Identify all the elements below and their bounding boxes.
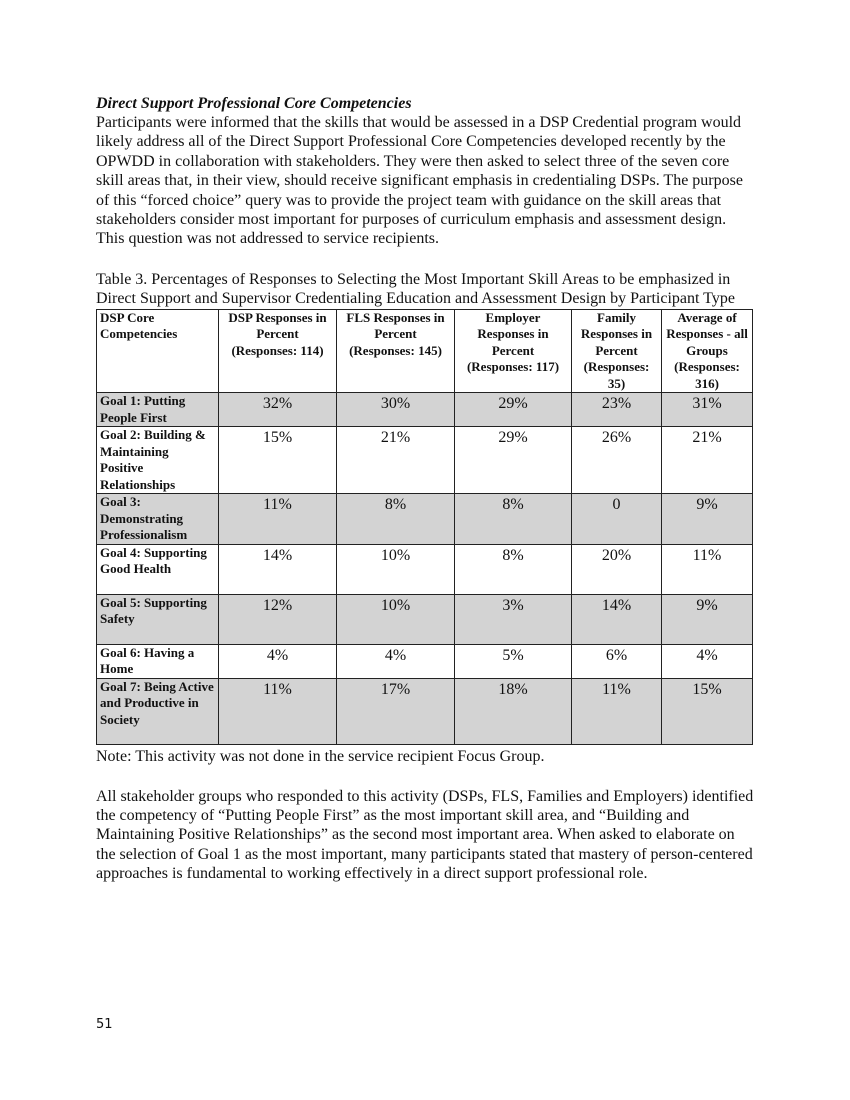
fls-value: 17% (337, 678, 455, 744)
table-row (97, 544, 753, 594)
employer-value: 5% (455, 644, 572, 678)
family-value: 20% (572, 544, 662, 594)
header-average: Average of Responses - all Groups (Responses: 316) (662, 309, 753, 393)
header-dsp: DSP Responses in Percent (Responses: 114) (219, 309, 337, 393)
fls-value: 10% (337, 594, 455, 644)
dsp-value: 15% (219, 427, 337, 494)
fls-value: 8% (337, 494, 455, 545)
goal-label: Goal 2: Building & Maintaining Positive Relationships (97, 427, 219, 494)
competencies-table (96, 309, 753, 745)
average-value: 31% (662, 393, 753, 427)
average-value: 4% (662, 644, 753, 678)
family-value: 0 (572, 494, 662, 545)
table-caption: Table 3. Percentages of Responses to Selecting the Most Important Skill Areas to be emphasized in Direct Support and Supervisor Credentialing Education and Assessment Design by Participant Type (96, 270, 735, 308)
employer-value: 29% (455, 427, 572, 494)
table-header-row (97, 309, 753, 393)
employer-value: 29% (455, 393, 572, 427)
employer-value: 8% (455, 544, 572, 594)
table-row (97, 393, 753, 427)
page-number: 51 (96, 1017, 113, 1032)
fls-value: 21% (337, 427, 455, 494)
family-value: 23% (572, 393, 662, 427)
fls-value: 10% (337, 544, 455, 594)
table-row (97, 644, 753, 678)
family-value: 11% (572, 678, 662, 744)
goal-label: Goal 7: Being Active and Productive in Society (97, 678, 219, 744)
employer-value: 18% (455, 678, 572, 744)
table-note: Note: This activity was not done in the service recipient Focus Group. (96, 747, 545, 765)
table-row (97, 427, 753, 494)
average-value: 9% (662, 594, 753, 644)
employer-value: 8% (455, 494, 572, 545)
header-employer: Employer Responses in Percent (Responses: 117) (455, 309, 572, 393)
average-value: 11% (662, 544, 753, 594)
dsp-value: 32% (219, 393, 337, 427)
fls-value: 4% (337, 644, 455, 678)
goal-label: Goal 1: Putting People First (97, 393, 219, 427)
dsp-value: 12% (219, 594, 337, 644)
family-value: 6% (572, 644, 662, 678)
goal-label: Goal 6: Having a Home (97, 644, 219, 678)
table-row (97, 594, 753, 644)
employer-value: 3% (455, 594, 572, 644)
dsp-value: 11% (219, 678, 337, 744)
goal-label: Goal 4: Supporting Good Health (97, 544, 219, 594)
family-value: 26% (572, 427, 662, 494)
table-row (97, 494, 753, 545)
table-row (97, 678, 753, 744)
goal-label: Goal 5: Supporting Safety (97, 594, 219, 644)
section-title: Direct Support Professional Core Competencies (96, 95, 412, 112)
dsp-value: 14% (219, 544, 337, 594)
intro-paragraph: Participants were informed that the skills that would be assessed in a DSP Credential program would likely address all of the Direct Support Professional Core Competencies developed recently by the OPWDD in collaboration with stakeholders. They were then asked to select three of the seven core skill areas that, in their view, should receive significant emphasis in credentialing DSPs. The purpose of this “forced choice” query was to provide the project team with guidance on the skill areas that stakeholders consider most important for purposes of curriculum emphasis and assessment design. This question was not addressed to service recipients. (96, 114, 743, 248)
header-fls: FLS Responses in Percent (Responses: 145) (337, 309, 455, 393)
conclusion-paragraph: All stakeholder groups who responded to this activity (DSPs, FLS, Families and Employers) identified the competency of “Putting People First” as the most important skill area, and “Building and Maintaining Positive Relationships” as the second most important area. When asked to elaborate on the selection of Goal 1 as the most important, many participants stated that mastery of person-centered approaches is fundamental to working effectively in a direct support professional role. (96, 787, 754, 883)
dsp-value: 11% (219, 494, 337, 545)
header-family: Family Responses in Percent (Responses: 35) (572, 309, 662, 393)
average-value: 21% (662, 427, 753, 494)
average-value: 9% (662, 494, 753, 545)
fls-value: 30% (337, 393, 455, 427)
header-competencies: DSP Core Competencies (97, 309, 219, 393)
document-page (96, 94, 756, 884)
dsp-value: 4% (219, 644, 337, 678)
goal-label: Goal 3: Demonstrating Professionalism (97, 494, 219, 545)
average-value: 15% (662, 678, 753, 744)
family-value: 14% (572, 594, 662, 644)
